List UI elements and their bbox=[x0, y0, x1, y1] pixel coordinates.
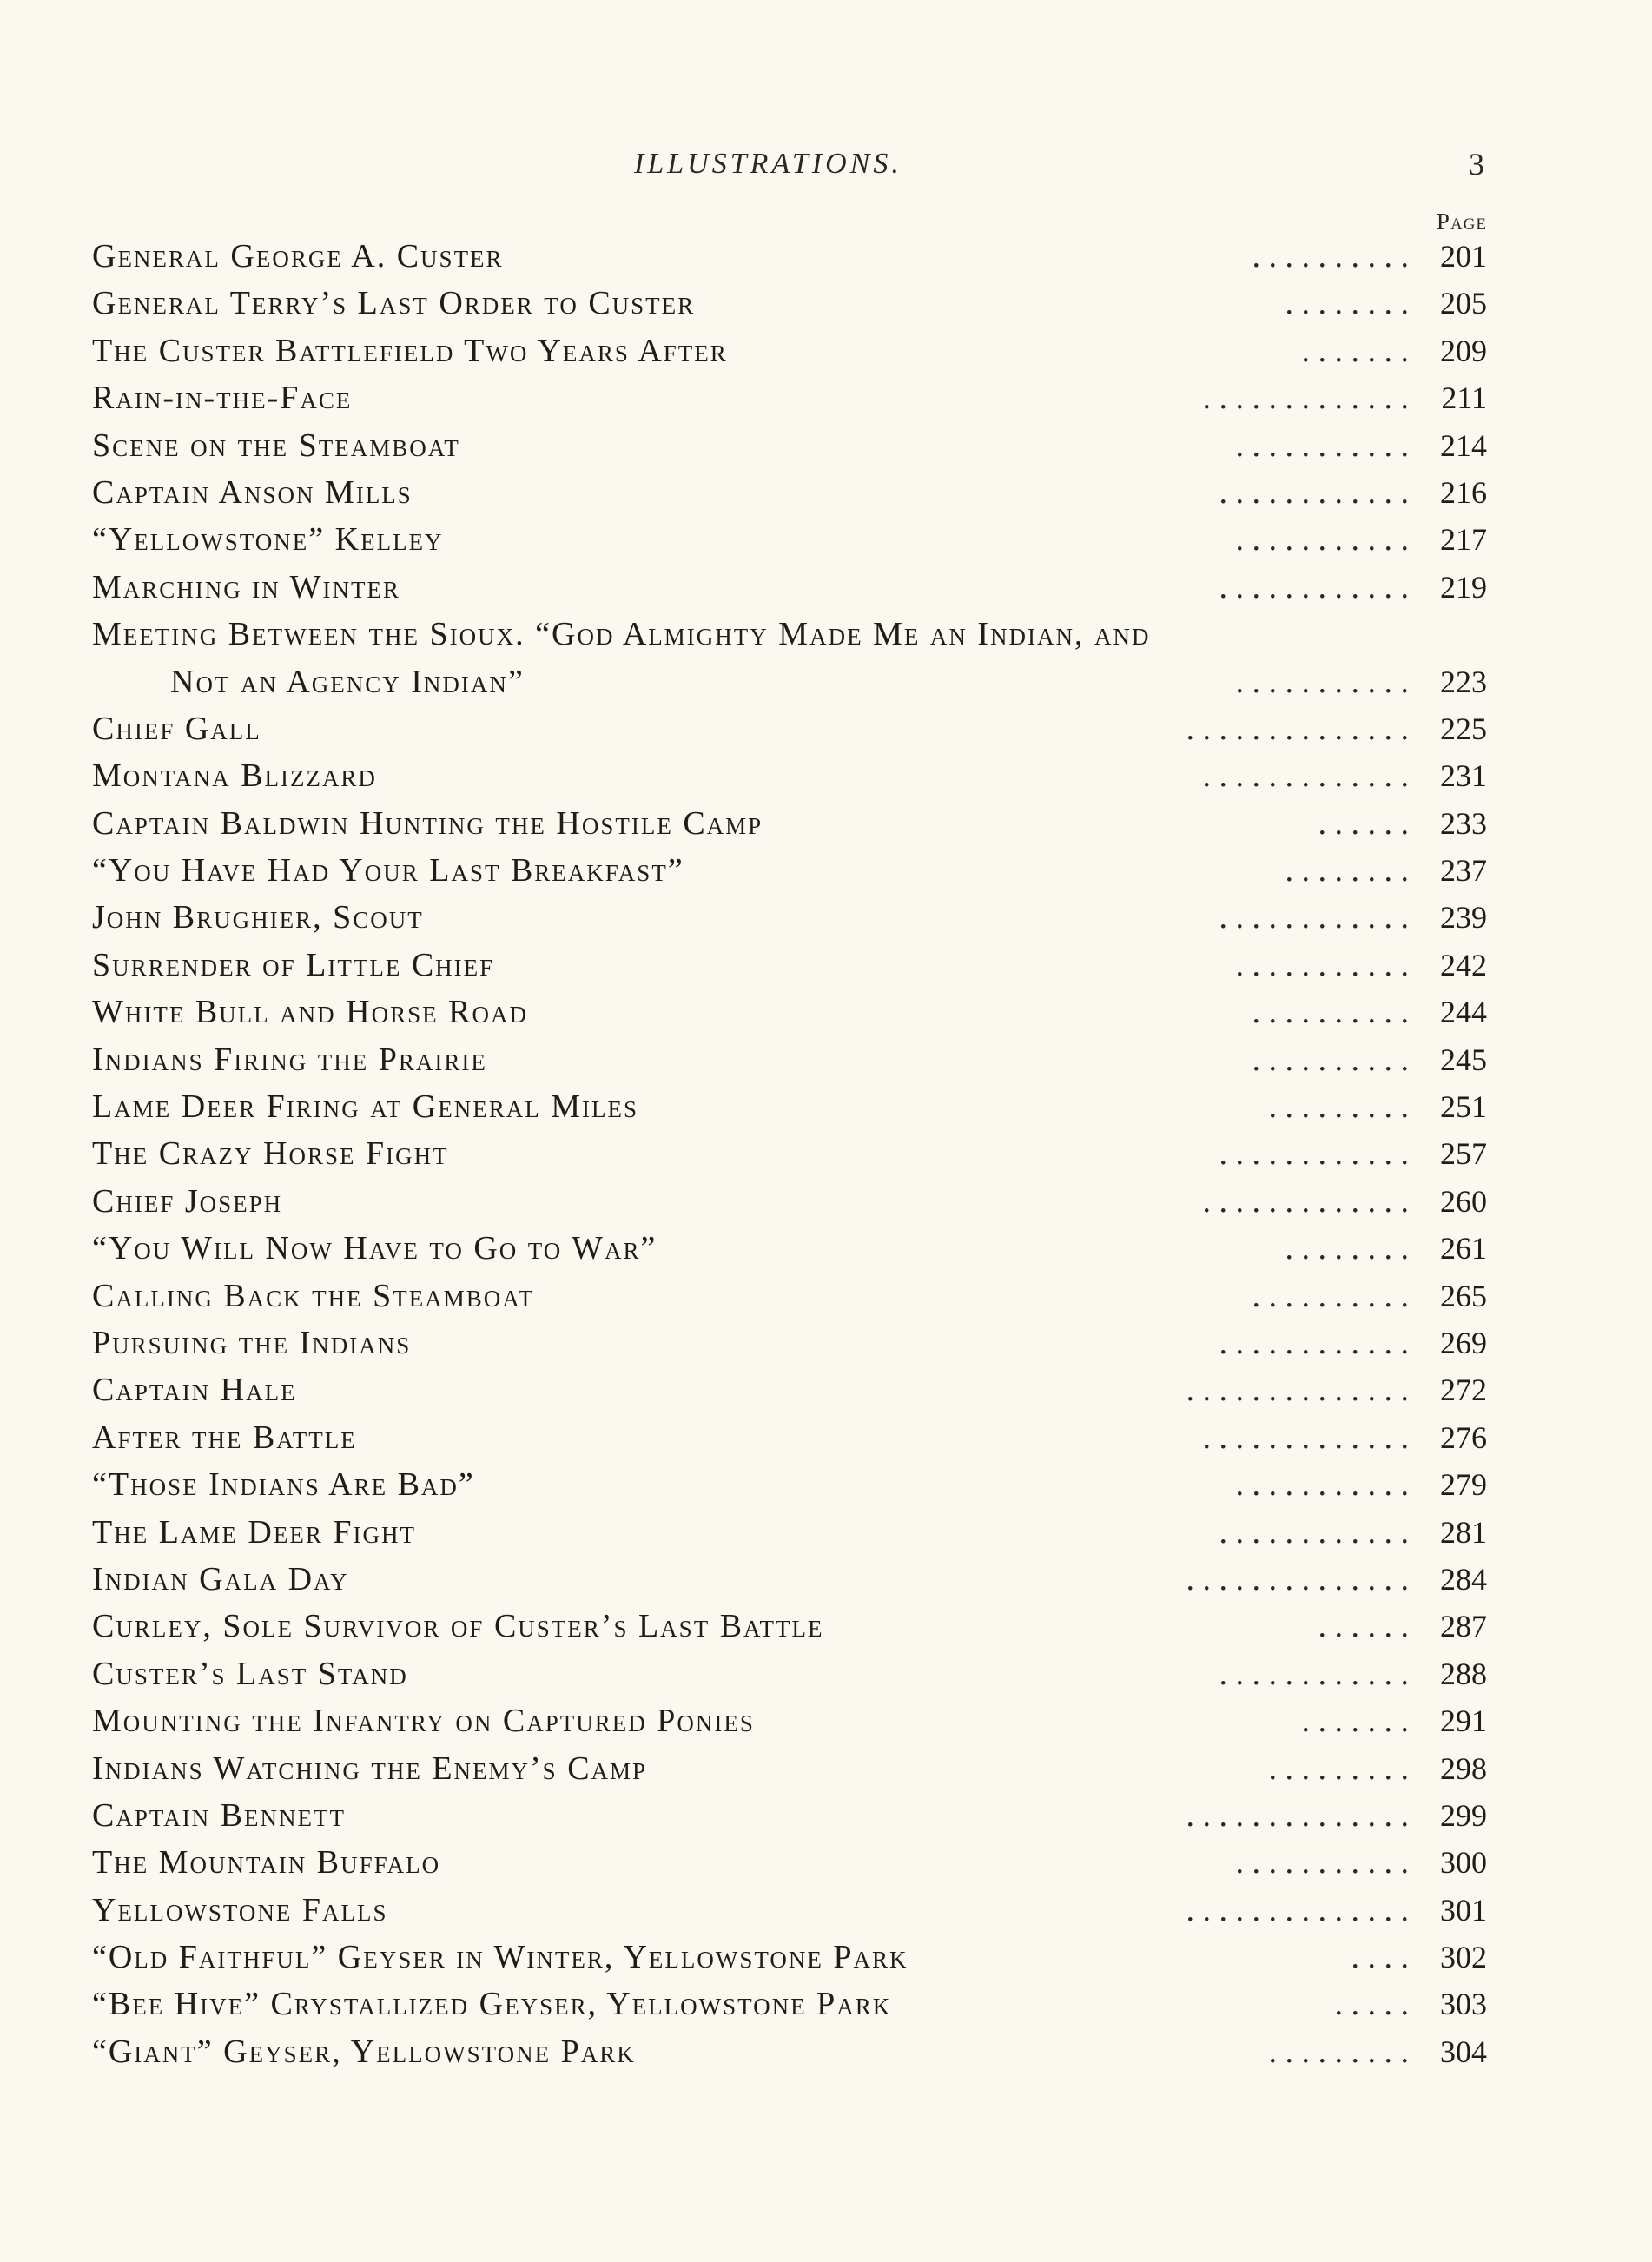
dot-leaders: . . . . . . . . . . . . . . bbox=[1186, 710, 1409, 747]
list-item bbox=[92, 705, 1487, 752]
dot-leaders: . . . . . . . . . . . . bbox=[1219, 568, 1409, 605]
entry-title: Chief Gall bbox=[92, 710, 261, 747]
dot-leaders: . . . . . . . . . . . bbox=[1235, 521, 1409, 559]
entry-page-number: 261 bbox=[1440, 1231, 1487, 1267]
list-item bbox=[92, 1273, 1487, 1320]
page-header bbox=[0, 148, 1652, 191]
entry-title: General Terry’s Last Order to Custer bbox=[92, 285, 696, 322]
list-item bbox=[92, 280, 1487, 327]
entry-page-number: 288 bbox=[1440, 1656, 1487, 1691]
entry-page-number: 223 bbox=[1440, 664, 1487, 699]
list-item bbox=[92, 942, 1487, 989]
entry-title: “You Have Had Your Last Breakfast” bbox=[92, 852, 684, 890]
list-item bbox=[92, 1130, 1487, 1177]
entry-title: Marching in Winter bbox=[92, 568, 400, 605]
list-item bbox=[92, 1697, 1487, 1744]
dot-leaders: . . . . bbox=[1351, 1939, 1409, 1976]
entry-title: Pursuing the Indians bbox=[92, 1324, 412, 1361]
dot-leaders: . . . . . . . . . . . . bbox=[1219, 1135, 1409, 1173]
list-item bbox=[92, 1887, 1487, 1934]
entry-title: “Those Indians Are Bad” bbox=[92, 1466, 475, 1504]
list-item bbox=[92, 374, 1487, 421]
entry-page-number: 299 bbox=[1440, 1797, 1487, 1833]
entry-title: Montana Blizzard bbox=[92, 757, 377, 795]
entry-title: Calling Back the Steamboat bbox=[92, 1277, 535, 1314]
entry-title: Yellowstone Falls bbox=[92, 1891, 388, 1928]
entry-page-number: 231 bbox=[1440, 758, 1487, 794]
dot-leaders: . . . . . . . . . bbox=[1268, 2033, 1409, 2070]
dot-leaders: . . . . . . . . . . . . . . bbox=[1186, 1796, 1409, 1834]
entry-title: Indian Gala Day bbox=[92, 1560, 349, 1597]
entry-page-number: 205 bbox=[1440, 286, 1487, 321]
dot-leaders: . . . . . . . . . . . . . bbox=[1202, 1419, 1409, 1456]
entry-page-number: 276 bbox=[1440, 1419, 1487, 1455]
entry-title: Chief Joseph bbox=[92, 1182, 283, 1220]
entry-page-number: 239 bbox=[1440, 900, 1487, 936]
list-item bbox=[92, 1366, 1487, 1413]
entry-page-number: 302 bbox=[1440, 1940, 1487, 1975]
dot-leaders: . . . . . . . . . . . . bbox=[1219, 899, 1409, 936]
entry-title: White Bull and Horse Road bbox=[92, 994, 528, 1031]
entry-title: “Old Faithful” Geyser in Winter, Yellowstone Park bbox=[92, 1939, 909, 1976]
entry-page-number: 279 bbox=[1440, 1467, 1487, 1503]
dot-leaders: . . . . . . bbox=[1318, 804, 1409, 842]
entry-page-number: 257 bbox=[1440, 1136, 1487, 1172]
entry-title: Scene on the Steamboat bbox=[92, 427, 460, 464]
entry-title: Lame Deer Firing at General Miles bbox=[92, 1088, 638, 1126]
entry-title: Captain Bennett bbox=[92, 1796, 346, 1834]
dot-leaders: . . . . . . . bbox=[1301, 332, 1409, 369]
list-item bbox=[92, 847, 1487, 894]
list-item bbox=[92, 1414, 1487, 1461]
entry-page-number: 260 bbox=[1440, 1183, 1487, 1219]
dot-leaders: . . . . . . . . bbox=[1285, 1230, 1409, 1267]
entry-page-number: 245 bbox=[1440, 1042, 1487, 1077]
running-title: ILLUSTRATIONS. bbox=[634, 148, 902, 180]
list-item bbox=[92, 1461, 1487, 1508]
dot-leaders: . . . . . . . . . . . bbox=[1235, 946, 1409, 983]
dot-leaders: . . . . . . . . . . . bbox=[1235, 663, 1409, 700]
list-item bbox=[92, 1178, 1487, 1225]
list-item bbox=[92, 1839, 1487, 1886]
entry-title: Curley, Sole Survivor of Custer’s Last Battle bbox=[92, 1608, 824, 1645]
dot-leaders: . . . . . . . . bbox=[1285, 852, 1409, 890]
entry-page-number: 242 bbox=[1440, 947, 1487, 982]
entry-page-number: 209 bbox=[1440, 333, 1487, 368]
list-item bbox=[92, 1509, 1487, 1556]
dot-leaders: . . . . . . . . . . bbox=[1252, 994, 1409, 1031]
entry-title: Meeting Between the Sioux. “God Almighty Made Me an Indian, and bbox=[92, 616, 1151, 653]
list-item bbox=[92, 894, 1487, 941]
entry-title: Captain Anson Mills bbox=[92, 473, 413, 511]
list-item bbox=[92, 516, 1487, 563]
dot-leaders: . . . . . . . . . . . . . bbox=[1202, 1182, 1409, 1220]
dot-leaders: . . . . . . . . . . . . bbox=[1219, 1655, 1409, 1692]
list-item bbox=[92, 1650, 1487, 1697]
dot-leaders: . . . . . . . . . . bbox=[1252, 238, 1409, 274]
entry-page-number: 211 bbox=[1441, 380, 1487, 416]
list-item bbox=[92, 1934, 1487, 1981]
entry-page-number: 233 bbox=[1440, 805, 1487, 841]
dot-leaders: . . . . . . . . . . bbox=[1252, 1277, 1409, 1314]
entry-title: The Mountain Buffalo bbox=[92, 1844, 441, 1882]
dot-leaders: . . . . . . . . . . . bbox=[1235, 1844, 1409, 1882]
dot-leaders: . . . . . . . . . . . . . bbox=[1202, 757, 1409, 795]
list-item bbox=[92, 469, 1487, 516]
entry-title: “Bee Hive” Crystallized Geyser, Yellowstone Park bbox=[92, 1986, 892, 2023]
dot-leaders: . . . . . . bbox=[1318, 1608, 1409, 1645]
list-item bbox=[92, 1981, 1487, 2027]
entry-page-number: 244 bbox=[1440, 995, 1487, 1030]
list-item bbox=[92, 2028, 1487, 2075]
list-item bbox=[92, 422, 1487, 469]
list-item bbox=[92, 800, 1487, 847]
list-item bbox=[92, 611, 1487, 658]
entry-page-number: 300 bbox=[1440, 1845, 1487, 1881]
list-item bbox=[92, 1792, 1487, 1839]
entry-page-number: 216 bbox=[1440, 474, 1487, 510]
entry-title: Mounting the Infantry on Captured Ponies bbox=[92, 1703, 755, 1740]
entry-page-number: 219 bbox=[1440, 569, 1487, 605]
list-item bbox=[92, 1320, 1487, 1366]
page-number: 3 bbox=[1469, 147, 1484, 182]
list-item bbox=[92, 1225, 1487, 1272]
entry-page-number: 269 bbox=[1440, 1325, 1487, 1360]
entry-title: “Giant” Geyser, Yellowstone Park bbox=[92, 2033, 636, 2070]
dot-leaders: . . . . . . . . . . . . . . bbox=[1186, 1891, 1409, 1928]
dot-leaders: . . . . . . . . . . . bbox=[1235, 1466, 1409, 1504]
entry-page-number: 237 bbox=[1440, 853, 1487, 889]
dot-leaders: . . . . . . . . . . bbox=[1252, 1041, 1409, 1078]
entry-page-number: 298 bbox=[1440, 1750, 1487, 1786]
list-item bbox=[92, 989, 1487, 1035]
list-item bbox=[92, 658, 1487, 705]
entry-title: John Brughier, Scout bbox=[92, 899, 424, 936]
entry-title: Rain-in-the-Face bbox=[92, 380, 353, 417]
entry-title: General George A. Custer bbox=[92, 238, 504, 274]
list-item bbox=[92, 752, 1487, 799]
dot-leaders: . . . . . . . . . . . . . . bbox=[1186, 1372, 1409, 1409]
entry-title: Indians Firing the Prairie bbox=[92, 1041, 487, 1078]
list-item bbox=[92, 1603, 1487, 1650]
entry-page-number: 304 bbox=[1440, 2034, 1487, 2069]
dot-leaders: . . . . . . . . . . . . bbox=[1219, 1324, 1409, 1361]
list-item bbox=[92, 1083, 1487, 1130]
list-item bbox=[92, 564, 1487, 611]
entry-page-number: 201 bbox=[1440, 239, 1487, 274]
entry-page-number: 217 bbox=[1440, 522, 1487, 558]
entry-title: Custer’s Last Stand bbox=[92, 1655, 408, 1692]
dot-leaders: . . . . . . . . . . . . . bbox=[1202, 380, 1409, 417]
entry-title: “Yellowstone” Kelley bbox=[92, 521, 444, 559]
entry-title: “You Will Now Have to Go to War” bbox=[92, 1230, 657, 1267]
list-item bbox=[92, 1556, 1487, 1603]
entry-title: The Crazy Horse Fight bbox=[92, 1135, 449, 1173]
entry-title: The Custer Battlefield Two Years After bbox=[92, 332, 728, 369]
entry-page-number: 301 bbox=[1440, 1892, 1487, 1928]
entry-page-number: 214 bbox=[1440, 427, 1487, 463]
entry-page-number: 281 bbox=[1440, 1514, 1487, 1550]
dot-leaders: . . . . . . . . . . . . bbox=[1219, 1513, 1409, 1551]
entry-page-number: 287 bbox=[1440, 1609, 1487, 1644]
entry-page-number: 284 bbox=[1440, 1561, 1487, 1597]
entry-title: The Lame Deer Fight bbox=[92, 1513, 416, 1551]
entry-title: Surrender of Little Chief bbox=[92, 946, 495, 983]
entry-page-number: 225 bbox=[1440, 711, 1487, 746]
list-item bbox=[92, 233, 1487, 280]
entry-title: After the Battle bbox=[92, 1419, 357, 1456]
entry-page-number: 272 bbox=[1440, 1372, 1487, 1408]
dot-leaders: . . . . . . . . . . . . bbox=[1219, 473, 1409, 511]
dot-leaders: . . . . . bbox=[1334, 1986, 1409, 2023]
dot-leaders: . . . . . . . . bbox=[1285, 285, 1409, 322]
dot-leaders: . . . . . . . . . bbox=[1268, 1749, 1409, 1787]
dot-leaders: . . . . . . . bbox=[1301, 1703, 1409, 1740]
entry-page-number: 303 bbox=[1440, 1987, 1487, 2022]
list-item bbox=[92, 327, 1487, 374]
dot-leaders: . . . . . . . . . . . . . . bbox=[1186, 1560, 1409, 1597]
page-column-label: Page bbox=[1436, 208, 1487, 235]
entry-title: Indians Watching the Enemy’s Camp bbox=[92, 1749, 648, 1787]
entry-title: Captain Baldwin Hunting the Hostile Camp bbox=[92, 804, 763, 842]
illustrations-list bbox=[92, 233, 1487, 2075]
entry-title: Captain Hale bbox=[92, 1372, 297, 1409]
entry-title: Not an Agency Indian” bbox=[170, 663, 525, 700]
dot-leaders: . . . . . . . . . . . bbox=[1235, 427, 1409, 464]
entry-page-number: 265 bbox=[1440, 1278, 1487, 1313]
entry-page-number: 291 bbox=[1440, 1703, 1487, 1739]
list-item bbox=[92, 1745, 1487, 1792]
entry-page-number: 251 bbox=[1440, 1089, 1487, 1125]
dot-leaders: . . . . . . . . . bbox=[1268, 1088, 1409, 1126]
list-item bbox=[92, 1036, 1487, 1083]
